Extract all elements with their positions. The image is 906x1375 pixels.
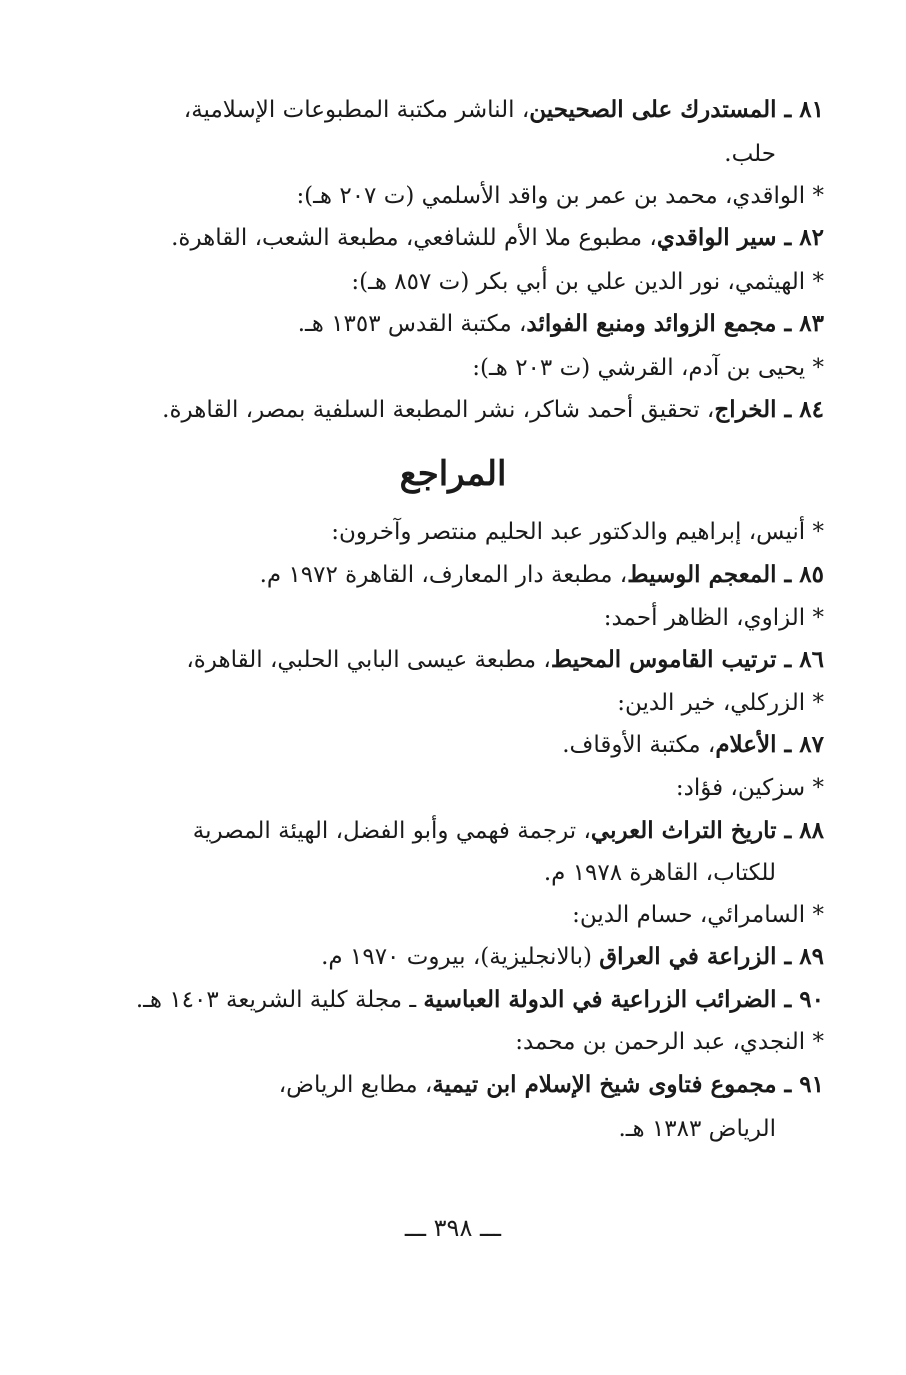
entry-number: ٨٧ [799, 731, 824, 758]
entry-separator: ـ [776, 943, 800, 970]
reference-entry-86 [186, 640, 824, 680]
entry-details: ، مكتبة القدس ١٣٥٣ هـ. [297, 311, 527, 337]
entry-separator: ـ [776, 817, 800, 844]
author-line: * أنيس، إبراهيم والدكتور عبد الحليم منتصر وآخرون: [331, 519, 824, 545]
entry-separator: ـ [776, 224, 800, 251]
entry-title: ترتيب القاموس المحيط [550, 646, 777, 673]
entry-details: ، الناشر مكتبة المطبوعات الإسلامية، [183, 97, 530, 123]
reference-entry-87 [562, 725, 824, 765]
entry-title: الضرائب الزراعية في الدولة العباسية [423, 986, 777, 1013]
entry-number: ٨٨ [799, 817, 824, 844]
entry-number: ٨٦ [799, 646, 824, 673]
entry-number: ٨٩ [799, 943, 824, 970]
entry-continuation: الرياض ١٣٨٣ هـ. [618, 1116, 776, 1142]
entry-details: ـ مجلة كلية الشريعة ١٤٠٣ هـ. [135, 987, 424, 1013]
entry-separator: ـ [776, 986, 800, 1013]
reference-entry-88 [193, 811, 824, 851]
entry-title: الزراعة في العراق [599, 943, 777, 970]
entry-continuation: للكتاب، القاهرة ١٩٧٨ م. [543, 860, 776, 886]
entry-details: ، مكتبة الأوقاف. [562, 732, 716, 758]
entry-title: المستدرك على الصحيحين [529, 96, 777, 123]
reference-entry-83 [298, 304, 824, 344]
entry-continuation: حلب. [724, 141, 776, 167]
reference-entry-82 [171, 218, 824, 258]
entry-details: ، مطبوع ملا الأم للشافعي، مطبعة الشعب، القاهرة. [171, 225, 657, 251]
entry-details: ، مطبعة دار المعارف، القاهرة ١٩٧٢ م. [259, 562, 628, 588]
reference-entry-85 [260, 555, 824, 595]
entry-separator: ـ [776, 1071, 800, 1098]
author-line: * الزاوي، الظاهر أحمد: [603, 605, 824, 631]
entry-title: الأعلام [715, 731, 777, 758]
entry-number: ٨٤ [799, 396, 824, 423]
entry-separator: ـ [776, 310, 800, 337]
reference-entry-90 [136, 980, 824, 1020]
entry-details: ، ترجمة فهمي وأبو الفضل، الهيئة المصرية [192, 818, 591, 844]
author-line: * السامرائي، حسام الدين: [572, 902, 824, 928]
entry-details: ، مطابع الرياض، [278, 1072, 433, 1098]
author-line: * الهيثمي، نور الدين علي بن أبي بكر (ت ٨٥٧ هـ): [351, 269, 824, 295]
entry-details: (بالانجليزية)، بيروت ١٩٧٠ م. [321, 944, 600, 970]
entry-number: ٨٣ [799, 310, 824, 337]
section-heading: المراجع [399, 454, 507, 494]
reference-entry-81 [184, 90, 824, 130]
page-number: ـــ ٣٩٨ ـــ [404, 1214, 502, 1242]
entry-separator: ـ [776, 731, 800, 758]
entry-number: ٩١ [799, 1071, 824, 1098]
entry-title: المعجم الوسيط [627, 561, 777, 588]
entry-title: مجمع الزوائد ومنبع الفوائد [526, 310, 777, 337]
entry-details: ، تحقيق أحمد شاكر، نشر المطبعة السلفية بمصر، القاهرة. [162, 397, 715, 423]
reference-entry-89 [321, 937, 824, 977]
entry-separator: ـ [776, 646, 800, 673]
entry-title: الخراج [714, 396, 777, 423]
author-line: * الواقدي، محمد بن عمر بن واقد الأسلمي (ت ٢٠٧ هـ): [296, 183, 824, 209]
entry-separator: ـ [776, 561, 800, 588]
author-line: * النجدي، عبد الرحمن بن محمد: [515, 1029, 824, 1055]
entry-details: ، مطبعة عيسى البابي الحلبي، القاهرة، [186, 647, 551, 673]
entry-title: سير الواقدي [656, 224, 777, 251]
author-line: * الزركلي، خير الدين: [617, 690, 824, 716]
entry-number: ٨١ [799, 96, 824, 123]
entry-number: ٨٢ [799, 224, 824, 251]
author-line: * سزكين، فؤاد: [675, 775, 824, 801]
entry-title: تاريخ التراث العربي [590, 817, 777, 844]
author-line: * يحيى بن آدم، القرشي (ت ٢٠٣ هـ): [472, 355, 824, 381]
entry-title: مجموع فتاوى شيخ الإسلام ابن تيمية [432, 1071, 777, 1098]
entry-separator: ـ [776, 396, 800, 423]
entry-separator: ـ [776, 96, 800, 123]
reference-entry-91 [279, 1065, 824, 1105]
entry-number: ٨٥ [799, 561, 824, 588]
reference-entry-84 [162, 390, 824, 430]
entry-number: ٩٠ [799, 986, 824, 1013]
